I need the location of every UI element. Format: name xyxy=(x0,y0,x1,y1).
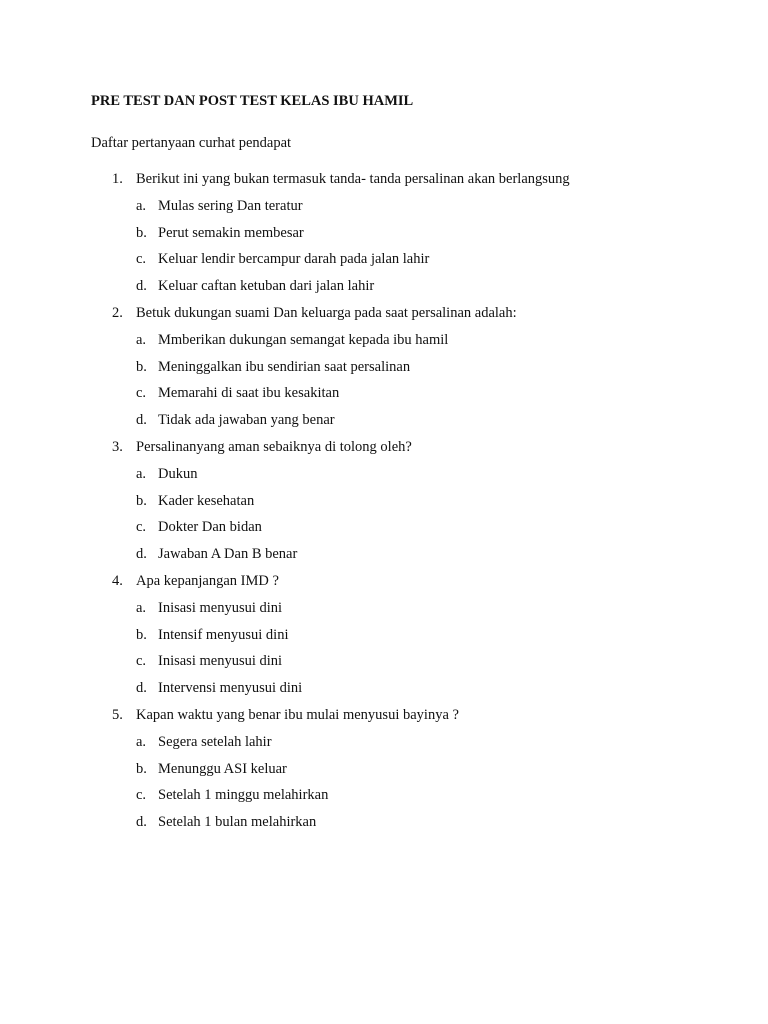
option-letter: b. xyxy=(136,224,147,241)
option-item xyxy=(0,519,768,546)
question-text: Betuk dukungan suami Dan keluarga pada saat persalinan adalah: xyxy=(136,304,517,321)
question-number: 1. xyxy=(112,171,123,187)
option-letter: d. xyxy=(136,278,147,295)
option-text: Perut semakin membesar xyxy=(158,224,304,241)
option-letter: d. xyxy=(136,412,147,429)
question-3 xyxy=(0,439,768,466)
option-letter: a. xyxy=(136,465,147,482)
option-item xyxy=(0,600,768,627)
question-2 xyxy=(0,305,768,332)
option-item xyxy=(0,225,768,252)
option-item xyxy=(0,198,768,225)
option-text: Keluar lendir bercampur darah pada jalan lahir xyxy=(158,251,430,268)
option-item xyxy=(0,680,768,707)
option-letter: c. xyxy=(136,653,147,670)
option-text: Setelah 1 minggu melahirkan xyxy=(158,787,329,804)
option-text: Setelah 1 bulan melahirkan xyxy=(158,814,317,831)
option-text: Keluar caftan ketuban dari jalan lahir xyxy=(158,278,375,295)
option-text: Meninggalkan ibu sendirian saat persalinan xyxy=(158,358,411,375)
option-item xyxy=(0,787,768,814)
option-item xyxy=(0,412,768,439)
option-letter: a. xyxy=(136,197,147,214)
question-list xyxy=(0,171,768,841)
option-text: Dokter Dan bidan xyxy=(158,519,262,536)
question-number: 4. xyxy=(112,572,123,589)
document-subtitle: Daftar pertanyaan curhat pendapat xyxy=(91,135,292,151)
option-letter: b. xyxy=(136,626,147,643)
option-item xyxy=(0,251,768,278)
option-item xyxy=(0,814,768,841)
option-text: Kader kesehatan xyxy=(158,492,255,509)
question-text: Kapan waktu yang benar ibu mulai menyusui bayinya ? xyxy=(136,706,459,723)
option-letter: a. xyxy=(136,331,147,348)
option-item xyxy=(0,332,768,359)
option-text: Intervensi menyusui dini xyxy=(158,680,303,697)
question-number: 3. xyxy=(112,438,123,455)
option-item xyxy=(0,278,768,305)
option-text: Mulas sering Dan teratur xyxy=(158,197,303,214)
option-text: Inisasi menyusui dini xyxy=(158,599,283,616)
option-text: Menunggu ASI keluar xyxy=(158,760,287,777)
option-letter: a. xyxy=(136,599,147,616)
question-4 xyxy=(0,573,768,600)
option-text: Jawaban A Dan B benar xyxy=(158,546,298,563)
option-text: Tidak ada jawaban yang benar xyxy=(158,412,335,429)
option-item xyxy=(0,627,768,654)
option-item xyxy=(0,359,768,386)
question-number: 5. xyxy=(112,706,123,723)
option-text: Intensif menyusui dini xyxy=(158,626,289,643)
question-1 xyxy=(0,171,768,198)
option-letter: d. xyxy=(136,814,147,831)
option-item xyxy=(0,493,768,520)
question-5 xyxy=(0,707,768,734)
option-letter: c. xyxy=(136,251,147,268)
option-text: Segera setelah lahir xyxy=(158,733,272,750)
option-item xyxy=(0,734,768,761)
question-number: 2. xyxy=(112,304,123,321)
question-text: Persalinanyang aman sebaiknya di tolong oleh? xyxy=(136,438,412,455)
option-letter: c. xyxy=(136,519,147,536)
option-letter: b. xyxy=(136,760,147,777)
option-item xyxy=(0,761,768,788)
option-text: Memarahi di saat ibu kesakitan xyxy=(158,385,340,402)
document-title: PRE TEST DAN POST TEST KELAS IBU HAMIL xyxy=(91,93,414,109)
option-letter: a. xyxy=(136,733,147,750)
question-text: Berikut ini yang bukan termasuk tanda- tanda persalinan akan berlangsung xyxy=(136,171,570,187)
option-text: Dukun xyxy=(158,465,198,482)
option-item xyxy=(0,385,768,412)
option-item xyxy=(0,546,768,573)
question-text: Apa kepanjangan IMD ? xyxy=(136,572,279,589)
option-letter: d. xyxy=(136,680,147,697)
option-text: Mmberikan dukungan semangat kepada ibu hamil xyxy=(158,331,449,348)
option-letter: b. xyxy=(136,492,147,509)
option-letter: c. xyxy=(136,385,147,402)
option-item xyxy=(0,653,768,680)
option-item xyxy=(0,466,768,493)
option-letter: b. xyxy=(136,358,147,375)
option-letter: c. xyxy=(136,787,147,804)
option-letter: d. xyxy=(136,546,147,563)
option-text: Inisasi menyusui dini xyxy=(158,653,283,670)
